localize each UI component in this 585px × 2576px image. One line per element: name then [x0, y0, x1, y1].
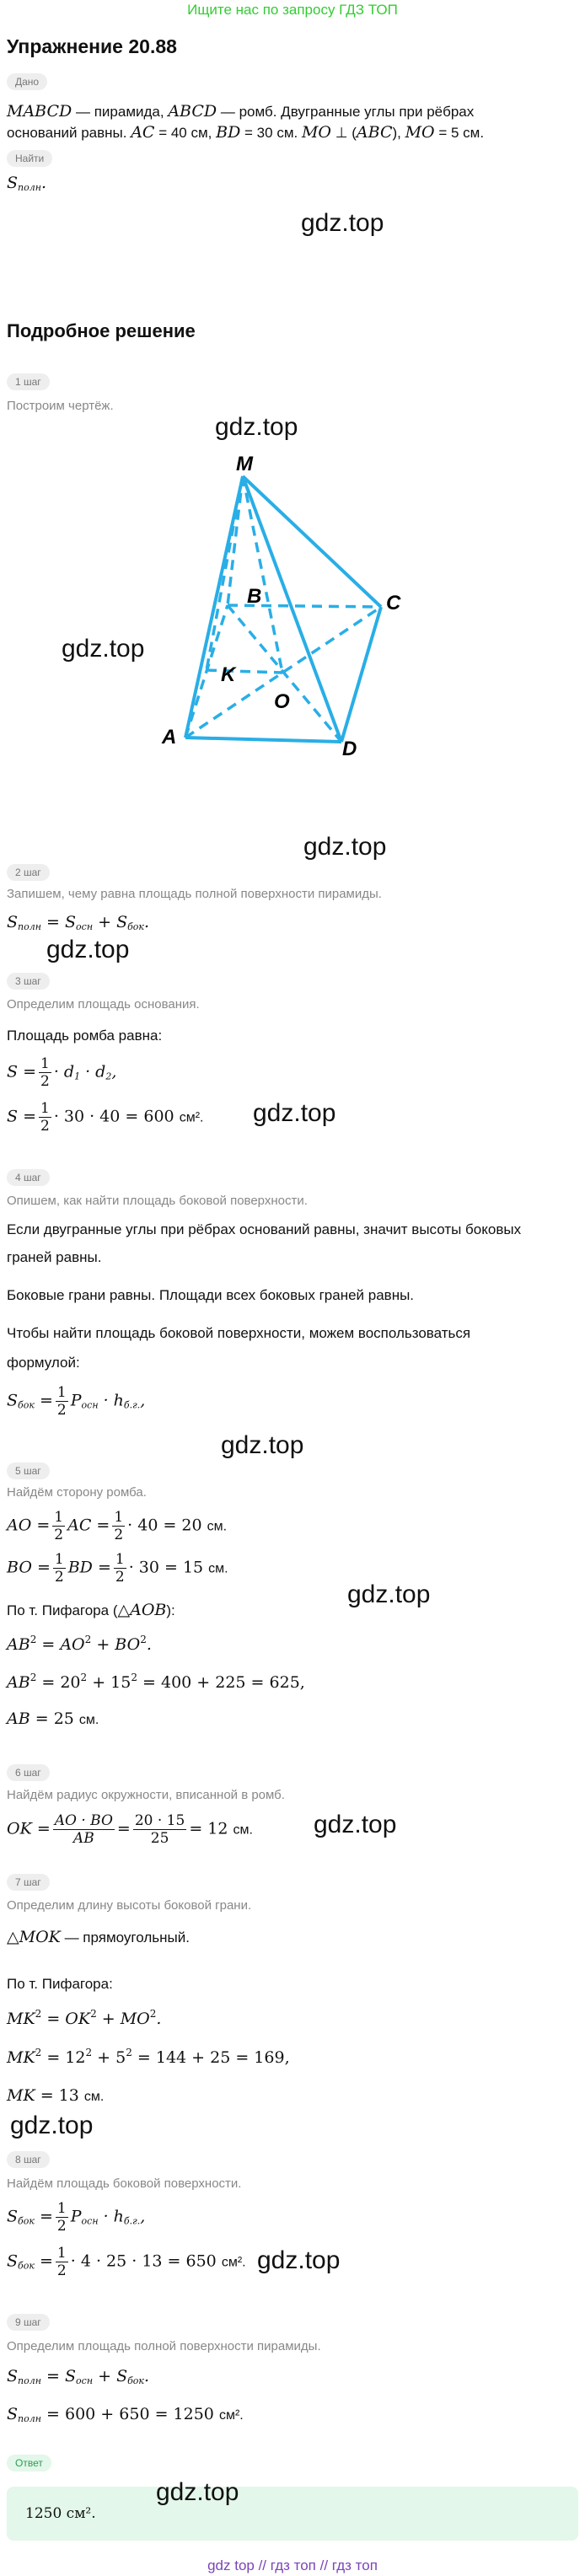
watermark: gdz.top	[156, 2478, 239, 2506]
edge-mc	[243, 476, 381, 607]
step-6-text: Найдём радиус окружности, вписанной в ромб.	[7, 1788, 285, 1802]
watermark: gdz.top	[221, 1431, 304, 1459]
find-label: Найти	[7, 150, 52, 167]
watermark: gdz.top	[10, 2112, 94, 2139]
step-5-text: Найдём сторону ромба.	[7, 1485, 147, 1500]
step-7-label: 7 шаг	[7, 1874, 50, 1891]
step-9-text: Определим площадь полной поверхности пирамиды.	[7, 2339, 321, 2353]
step-8-text: Найдём площадь боковой поверхности.	[7, 2176, 242, 2191]
formula-lateral-area: $S_{бок}$ = $\frac{1}{2}$ $P_{осн} \cdot h_{б.г.}$,	[7, 1384, 146, 1419]
calc-bo: BO = $\frac{1}{2}$ BD = $\frac{1}{2}$ · 30 = 15 см.	[7, 1551, 228, 1586]
bottom-links[interactable]: gdz top // гдз топ // гдз топ	[207, 2557, 378, 2573]
step-4-label: 4 шаг	[7, 1169, 50, 1186]
given-label: Дано	[7, 73, 47, 90]
watermark: gdz.top	[347, 1580, 431, 1608]
label-c: C	[386, 592, 401, 614]
step-2-label: 2 шаг	[7, 864, 50, 881]
step-6-label: 6 шаг	[7, 1764, 50, 1781]
segment-ko	[207, 670, 282, 673]
watermark: gdz.top	[303, 833, 387, 861]
top-search-link[interactable]: Ищите нас по запросу ГДЗ ТОП	[187, 2, 398, 18]
label-d: D	[342, 738, 357, 760]
calc-ab-values: $AB^2 = 20^2 + 15^2 = 400 + 225 = 625$,	[7, 1672, 305, 1692]
step-9-label: 9 шаг	[7, 2314, 50, 2331]
edge-md	[243, 476, 341, 742]
step-7-text: Определим длину высоты боковой грани.	[7, 1898, 252, 1913]
watermark: gdz.top	[62, 635, 145, 663]
step-5-pythagoras: По т. Пифагора (△AOB):	[7, 1601, 175, 1619]
calc-ab-result: AB = 25 см.	[7, 1709, 99, 1728]
label-b: B	[247, 585, 262, 608]
watermark: gdz.top	[301, 209, 384, 237]
calc-rhombus-area: S = $\frac{1}{2}$ · 30 · 40 = 600 см².	[7, 1100, 204, 1135]
solution-title: Подробное решение	[7, 320, 196, 341]
step-5-label: 5 шаг	[7, 1462, 50, 1479]
step-3-label: 3 шаг	[7, 973, 50, 990]
calc-total-area: $S_{полн} = 600 + 650 = 1250$ см².	[7, 2405, 244, 2424]
diagonal-bd	[228, 605, 341, 742]
calc-ab-formula: $AB^2 = AO^2 + BO^2$.	[7, 1634, 152, 1654]
step-4-text: Опишем, как найти площадь боковой поверхности.	[7, 1194, 308, 1208]
step-1-text: Построим чертёж.	[7, 399, 114, 413]
watermark: gdz.top	[46, 936, 130, 963]
watermark: gdz.top	[253, 1099, 336, 1127]
label-m: M	[236, 453, 253, 475]
watermark: gdz.top	[257, 2246, 341, 2274]
calc-lateral-area: $S_{бок}$ = $\frac{1}{2}$ · 4 · 25 · 13 = 650 см².	[7, 2245, 246, 2279]
answer-text: 1250 см².	[25, 2505, 96, 2522]
formula-rhombus-area: S = $\frac{1}{2}$ · $d_1 \cdot d_2$,	[7, 1055, 117, 1090]
calc-mk-result: MK = 13 см.	[7, 2086, 105, 2105]
step-7-triangle: △MOK — прямоугольный.	[7, 1928, 190, 1946]
step-1-label: 1 шаг	[7, 373, 50, 390]
formula-total-area-2: $S_{полн} = S_{осн} + S_{бок}$.	[7, 2367, 150, 2386]
given-statement: MABCD — пирамида, ABCD — ромб. Двугранные углы при рёбрах оснований равны. AC = 40 см, BD = 30 см. MO ⊥ (ABC), MO = 5 см.	[7, 102, 485, 142]
watermark: gdz.top	[215, 413, 298, 441]
edge-dc	[341, 607, 381, 742]
label-o: O	[274, 690, 290, 713]
calc-ok: OK = $\frac{AO \cdot BO}{AB}$ = $\frac{20 \cdot 15}{25}$ = 12 см.	[7, 1812, 253, 1847]
calc-mk-values: $MK^2 = 12^2 + 5^2 = 144 + 25 = 169$,	[7, 2047, 290, 2067]
formula-lateral-area-2: $S_{бок}$ = $\frac{1}{2}$ $P_{осн} \cdot h_{б.г.}$,	[7, 2200, 146, 2235]
calc-mk-formula: $MK^2 = OK^2 + MO^2$.	[7, 2008, 162, 2028]
calc-ao: AO = $\frac{1}{2}$ AC = $\frac{1}{2}$ · 40 = 20 см.	[7, 1509, 228, 1543]
formula-total-area: $S_{полн} = S_{осн} + S_{бок}$.	[7, 913, 150, 932]
step-3-text: Определим площадь основания.	[7, 997, 200, 1012]
answer-label: Ответ	[7, 2455, 51, 2471]
label-a: A	[162, 726, 177, 749]
exercise-title: Упражнение 20.88	[7, 35, 177, 57]
step-4-p1b: граней равны.	[7, 1249, 102, 1265]
watermark: gdz.top	[314, 1811, 397, 1838]
step-3-bold: Площадь ромба равна:	[7, 1028, 163, 1044]
step-8-label: 8 шаг	[7, 2151, 50, 2168]
pyramid-diagram	[152, 447, 405, 767]
step-4-p3b: формулой:	[7, 1355, 80, 1371]
step-4-p2: Боковые грани равны. Площади всех боковых граней равны.	[7, 1287, 415, 1303]
step-4-p3a: Чтобы найти площадь боковой поверхности, можем воспользоваться	[7, 1325, 471, 1341]
label-k: K	[221, 663, 236, 686]
step-7-pythagoras: По т. Пифагора:	[7, 1976, 113, 1992]
step-4-p1a: Если двугранные углы при рёбрах оснований равны, значит высоты боковых	[7, 1221, 522, 1237]
height-mo	[243, 476, 282, 673]
edge-ad	[185, 738, 341, 742]
find-value: $S_{полн}$.	[7, 174, 47, 193]
step-2-text: Запишем, чему равна площадь полной поверхности пирамиды.	[7, 887, 382, 901]
